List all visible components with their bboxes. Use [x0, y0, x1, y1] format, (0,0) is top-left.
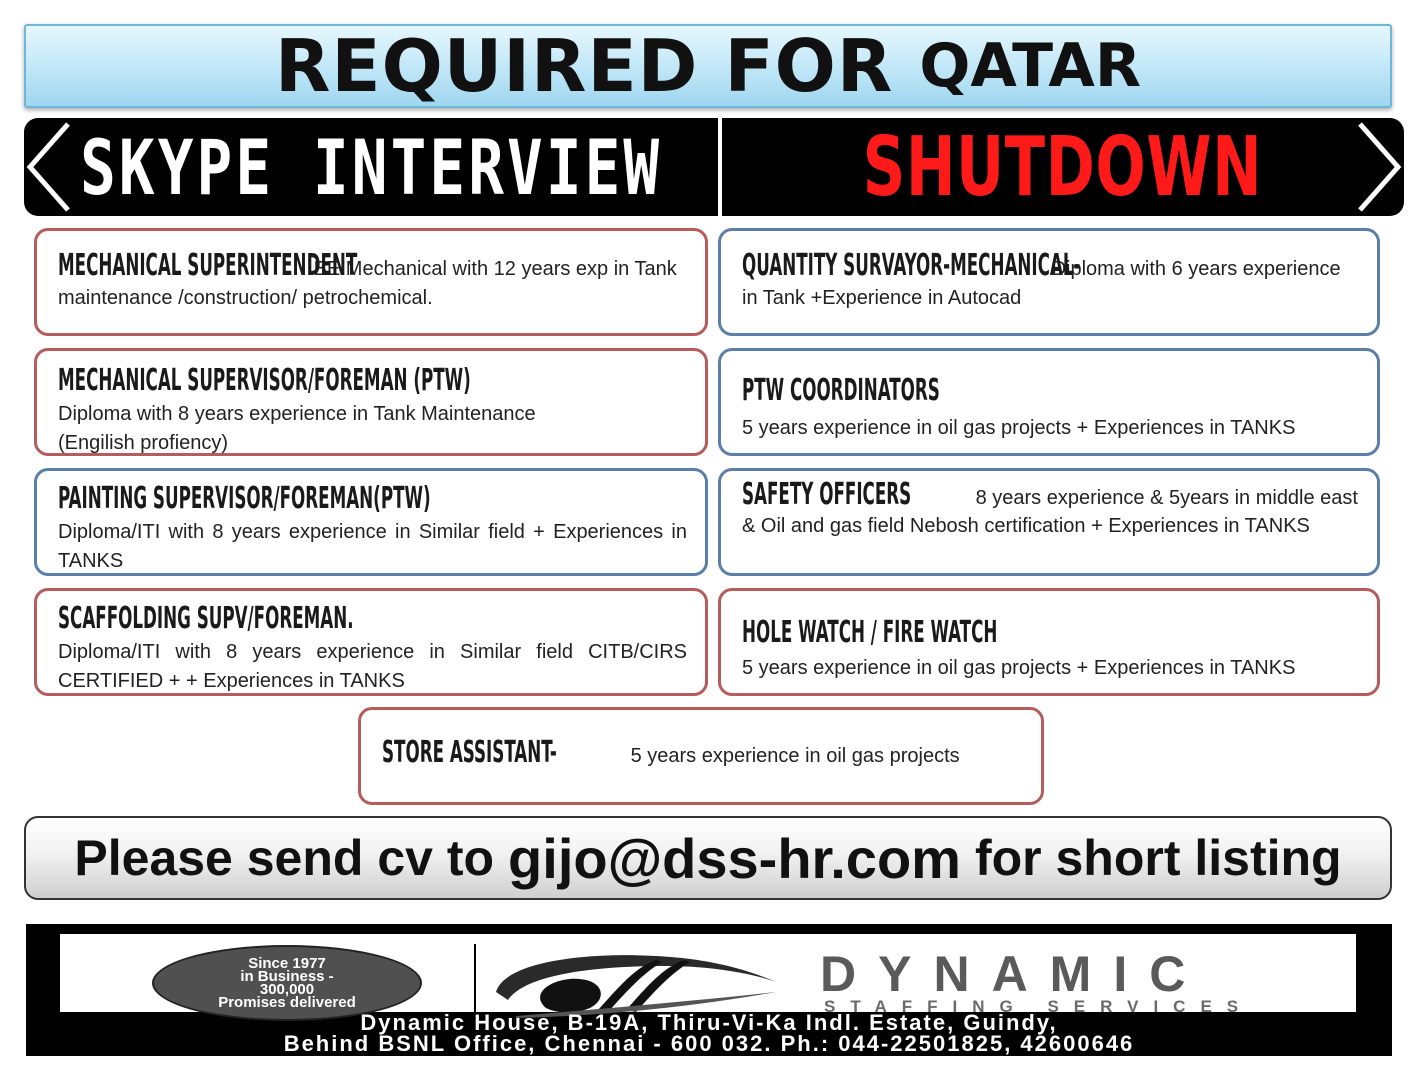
send-cv-banner — [24, 816, 1392, 900]
company-logo-icon — [486, 948, 786, 1018]
job-title: PTW COORDINATORS — [742, 373, 940, 408]
job-card-mechanical-superintendent — [34, 228, 708, 336]
title-main: REQUIRED FOR — [274, 24, 894, 108]
job-title: SCAFFOLDING SUPV/FOREMAN. — [58, 601, 354, 636]
company-footer — [26, 924, 1392, 1056]
job-description: Diploma/ITI with 8 years experience in Similar field + Experiences in TANKS — [58, 521, 687, 572]
job-description: BE Mechanical with 12 years exp in Tank maintenance /construction/ petrochemical. — [58, 258, 677, 309]
job-description: 5 years experience in oil gas projects + Experiences in TANKS — [742, 657, 1296, 679]
job-card-ptw-coordinators — [718, 348, 1380, 456]
cv-prefix: Please send cv to — [74, 830, 495, 886]
job-description: Diploma with 8 years experience in Tank Maintenance (Engilish profiency) — [58, 403, 536, 454]
address-line-2: Behind BSNL Office, Chennai - 600 032. Ph.: 044-22501825, 42600646 — [283, 1031, 1135, 1056]
seal-line: Since 1977 — [248, 955, 326, 972]
seal-line: 300,000 — [259, 981, 315, 998]
job-card-mechanical-supervisor — [34, 348, 708, 456]
seal-line: in Business - — [240, 968, 334, 985]
brand-name: DYNAMIC — [820, 946, 1208, 1002]
job-card-store-assistant — [358, 707, 1044, 805]
job-description: 8 years experience & 5years in middle east & Oil and gas field Nebosh certification + Experiences in TANKS — [742, 487, 1358, 537]
brand-wordmark — [820, 946, 1254, 1016]
address-line-1: Dynamic House, B-19A, Thiru-Vi-Ka Indl. Estate, Guindy, — [360, 1010, 1058, 1035]
cv-email-link[interactable]: gijo@dss-hr.com — [508, 826, 961, 890]
chevron-right-icon — [1348, 118, 1404, 216]
title-country: QATAR — [919, 31, 1142, 101]
job-title: QUANTITY SURVAYOR-MECHANICAL- — [742, 248, 1081, 283]
chevron-left-icon — [24, 118, 80, 216]
job-title: HOLE WATCH / FIRE WATCH — [742, 615, 998, 650]
job-description: Diploma with 6 years experience in Tank +Experience in Autocad — [742, 258, 1341, 309]
brand-subtitle: STAFFING SERVICES — [824, 997, 1254, 1016]
job-title: STORE ASSISTANT- — [382, 735, 557, 770]
job-description: Diploma/ITI with 8 years experience in Similar field CITB/CIRS CERTIFIED + + Experiences in TANKS — [58, 641, 687, 692]
logo-panel — [60, 934, 1356, 1016]
job-title: MECHANICAL SUPERVISOR/FOREMAN (PTW) — [58, 363, 471, 398]
cv-suffix: for short listing — [974, 830, 1342, 886]
job-card-safety-officers — [718, 468, 1380, 576]
shutdown-label: SHUTDOWN — [863, 119, 1263, 215]
job-title: MECHANICAL SUPERINTENDENT — [58, 248, 358, 283]
job-description: 5 years experience in oil gas projects — [630, 745, 960, 767]
job-title: SAFETY OFFICERS — [742, 477, 912, 512]
shutdown-bar — [722, 118, 1404, 216]
job-title: PAINTING SUPERVISOR/FOREMAN(PTW) — [58, 481, 431, 516]
job-card-quantity-surveyor — [718, 228, 1380, 336]
job-description: 5 years experience in oil gas projects + Experiences in TANKS — [742, 417, 1296, 439]
job-card-scaffolding-supervisor — [34, 588, 708, 696]
job-card-painting-supervisor — [34, 468, 708, 576]
skype-interview-label: SKYPE INTERVIEW — [79, 122, 663, 212]
job-card-hole-watch — [718, 588, 1380, 696]
skype-interview-bar — [24, 118, 718, 216]
seal-line: Promises delivered — [218, 994, 356, 1011]
title-banner — [24, 24, 1392, 108]
